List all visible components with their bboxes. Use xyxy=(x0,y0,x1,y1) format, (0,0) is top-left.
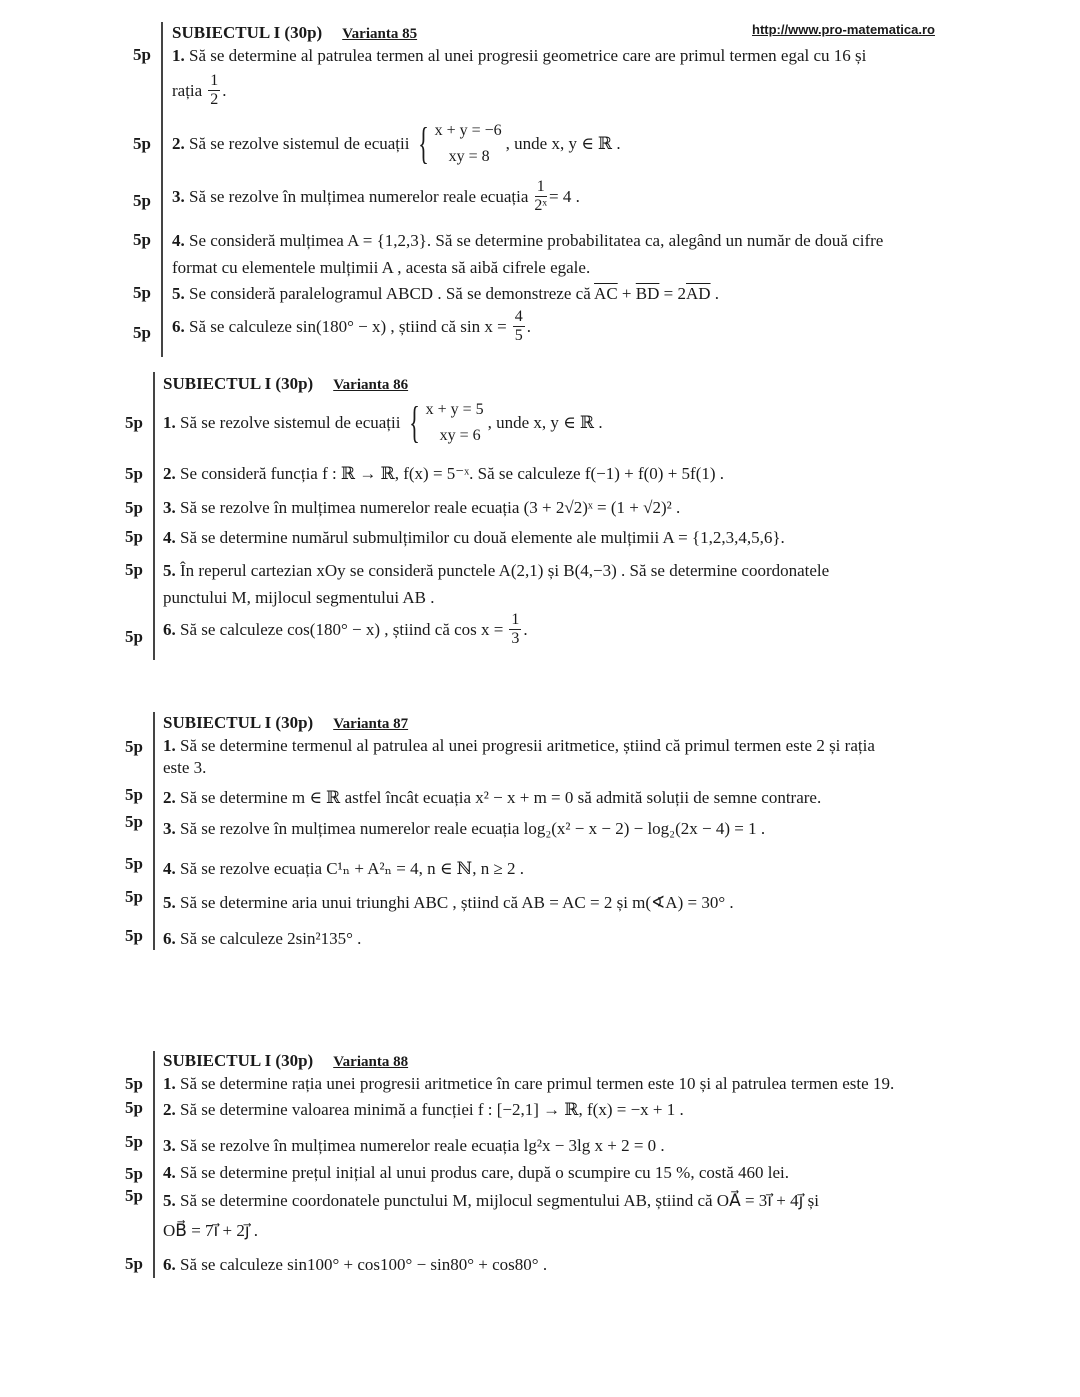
problem-85-1: 1. Să se determine al patrulea termen al unei progresii geometrice care are primul termen egal cu 16 și xyxy=(172,46,867,65)
section-header-88: SUBIECTUL I (30p) Varianta 88 xyxy=(163,1051,409,1070)
problem-85-2: 2. Să se rezolve sistemul de ecuații { x + y = −6 xy = 8 , unde x, y ∈ ℝ . xyxy=(172,119,621,168)
variant-label: Varianta 85 xyxy=(342,26,418,42)
points-label: 5p xyxy=(133,134,151,153)
points-label: 5p xyxy=(125,527,143,546)
problem-87-1-cont: este 3. xyxy=(163,758,207,777)
points-label: 5p xyxy=(125,413,143,432)
problem-87-2: 2. Să se determine m ∈ ℝ astfel încât ecuația x² − x + m = 0 să admită soluții de semne contrare. xyxy=(163,788,822,807)
points-label: 5p xyxy=(125,785,143,804)
problem-88-5-cont: OB⃗ = 7i⃗ + 2j⃗ . xyxy=(163,1221,259,1240)
points-label: 5p xyxy=(133,45,151,64)
points-label: 5p xyxy=(125,1254,143,1273)
problem-87-5: 5. Să se determine aria unui triunghi ABC , știind că AB = AC = 2 și m(∢A) = 30° . xyxy=(163,893,734,912)
margin-bar xyxy=(153,1051,155,1278)
points-label: 5p xyxy=(125,1074,143,1093)
margin-bar xyxy=(153,712,155,950)
problem-88-2: 2. Să se determine valoarea minimă a funcției f : [−2,1] → ℝ, f(x) = −x + 1 . xyxy=(163,1100,684,1119)
problem-86-1: 1. Să se rezolve sistemul de ecuații { x + y = 5 xy = 6 , unde x, y ∈ ℝ . xyxy=(163,398,603,447)
points-label: 5p xyxy=(125,1186,143,1205)
points-label: 5p xyxy=(125,498,143,517)
problem-88-6: 6. Să se calculeze sin100° + cos100° − sin80° + cos80° . xyxy=(163,1255,548,1274)
problem-87-4: 4. Să se rezolve ecuația C¹ₙ + A²ₙ = 4, n ∈ ℕ, n ≥ 2 . xyxy=(163,859,525,878)
problem-86-4: 4. Să se determine numărul submulțimilor cu două elemente ale mulțimii A = {1,2,3,4,5,6}. xyxy=(163,528,785,547)
points-label: 5p xyxy=(125,1132,143,1151)
problem-87-3: 3. Să se rezolve în mulțimea numerelor reale ecuația log₂(x² − x − 2) − log₂(2x − 4) = 1 . xyxy=(163,819,766,838)
problem-85-6: 6. Să se calculeze sin(180° − x) , știind că sin x = $\frac{4}{5}$ . xyxy=(172,308,531,344)
problem-85-3: 3. Să se rezolve în mulțimea numerelor reale ecuația $\frac{1}{\text{2ˣ}}$ = 4 . xyxy=(172,178,580,214)
section-header-87: SUBIECTUL I (30p) Varianta 87 xyxy=(163,713,409,732)
points-label: 5p xyxy=(125,1098,143,1117)
points-label: 5p xyxy=(125,560,143,579)
problem-86-6: 6. Să se calculeze cos(180° − x) , știind că cos x = $\frac{1}{3}$ . xyxy=(163,611,528,647)
points-label: 5p xyxy=(125,1164,143,1183)
points-label: 5p xyxy=(125,737,143,756)
problem-85-1-cont: rația $\frac{1}{2}$ . xyxy=(172,72,227,108)
site-url-link[interactable]: http://www.pro-matematica.ro xyxy=(752,22,935,37)
fraction: $\frac{1}{2}$ xyxy=(210,72,219,108)
problem-88-4: 4. Să se determine prețul inițial al unui produs care, după o scumpire cu 15 %, costă 460 lei. xyxy=(163,1163,789,1182)
problem-85-4: 4. Se consideră mulțimea A = {1,2,3}. Să se determine probabilitatea ca, alegând un număr de două cifre xyxy=(172,231,884,250)
margin-bar xyxy=(161,22,163,357)
points-label: 5p xyxy=(125,812,143,831)
problem-86-3: 3. Să se rezolve în mulțimea numerelor reale ecuația (3 + 2√2)ˣ = (1 + √2)² . xyxy=(163,498,681,517)
problem-88-1: 1. Să se determine rația unei progresii aritmetice în care primul termen este 10 și al patrulea termen este 19. xyxy=(163,1074,895,1093)
points-label: 5p xyxy=(133,283,151,302)
problem-85-4-cont: format cu elementele mulțimii A , acesta să aibă cifrele egale. xyxy=(172,258,591,277)
problem-86-5: 5. În reperul cartezian xOy se consideră punctele A(2,1) și B(4,−3) . Să se determine coordonatele xyxy=(163,561,830,580)
margin-bar xyxy=(153,372,155,660)
points-label: 5p xyxy=(125,854,143,873)
problem-87-6: 6. Să se calculeze 2sin²135° . xyxy=(163,929,362,948)
problem-87-1: 1. Să se determine termenul al patrulea al unei progresii aritmetice, știind că primul termen este 2 și rația xyxy=(163,736,875,755)
points-label: 5p xyxy=(133,230,151,249)
problem-86-2: 2. Se consideră funcția f : ℝ → ℝ, f(x) = 5⁻ˣ. Să se calculeze f(−1) + f(0) + 5f(1) . xyxy=(163,464,725,483)
points-label: 5p xyxy=(125,887,143,906)
problem-86-5-cont: punctului M, mijlocul segmentului AB . xyxy=(163,588,435,607)
equation-system: { x + y = −6 xy = 8 xyxy=(418,119,502,168)
problem-88-3: 3. Să se rezolve în mulțimea numerelor reale ecuația lg²x − 3lg x + 2 = 0 . xyxy=(163,1136,665,1155)
points-label: 5p xyxy=(125,464,143,483)
points-label: 5p xyxy=(125,627,143,646)
section-header-86: SUBIECTUL I (30p) Varianta 86 xyxy=(163,374,409,393)
points-label: 5p xyxy=(133,323,151,342)
problem-88-5: 5. Să se determine coordonatele punctului M, mijlocul segmentului AB, știind că OA⃗ = 3i⃗ + 4j⃗ și xyxy=(163,1191,819,1210)
points-label: 5p xyxy=(133,191,151,210)
points-label: 5p xyxy=(125,926,143,945)
problem-85-5: 5. Se consideră paralelogramul ABCD . Să se demonstreze că $\overline{AC} + \overline{BD} = 2\overline{AD}$ . xyxy=(172,284,720,303)
section-title: SUBIECTUL I (30p) xyxy=(172,23,323,42)
